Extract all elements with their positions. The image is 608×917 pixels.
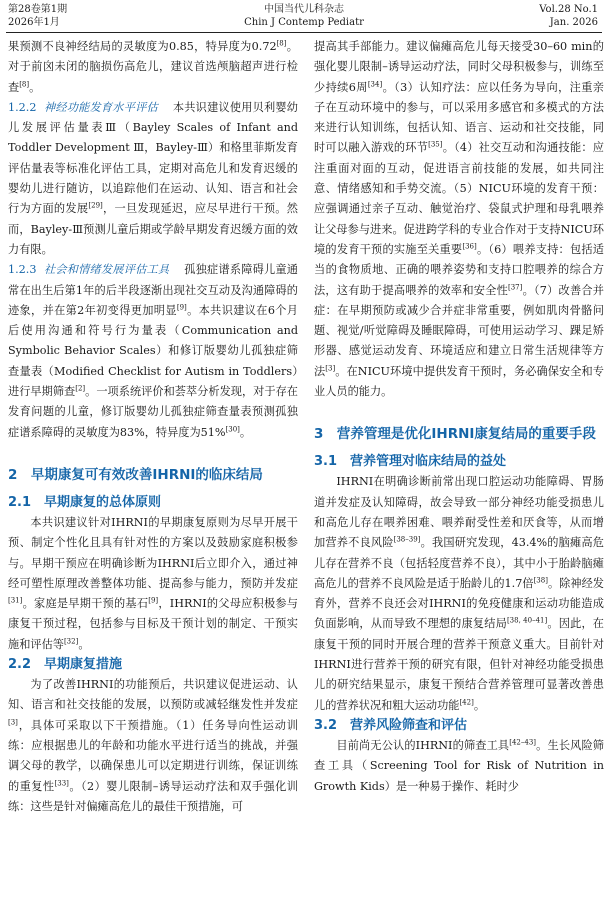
citation: [38, 40–41]	[506, 616, 548, 625]
citation: [37]	[507, 282, 523, 291]
paragraph-continuation-right: 提高其手部能力。建议偏瘫高危儿每天接受30–60 min的强化婴儿限制–诱导运动疗法，同时父母积极参与，训练至少持续6周[34]。（3）认知疗法：应以任务为导向，注重亲子在互动环境中的参与，可以采用多感官和多模式的方法来进行认知训练，包括认知、语言、运动和社交技能，同时可以融入游戏的环节[35]。（4）社交互动和沟通技能：应注重面对面的互动，促进语言前技能的发展，如共同注意、情绪感知和手势交流。（5）NICU环境的发育干预：应强调通过亲子互动、触觉治疗、袋鼠式护理和母乳喂养让父母参与进来。促进跨学科的专业合作对于支持NICU环境的发育干预的实施至关重要[36]。（6）喂养支持：包括适当的食物质地、正确的喂养姿势和支持口腔喂养的综合方法，这有助于提高喂养的效率和安全性[37]。（7）改善合并症：在早期预防或减少合并症非常重要，例如肌肉骨骼问题、视觉/听觉障碍及睡眠障碍，可使用运动学习、踝足矫形器、感觉运动发育、环境适应和建立日常生活规律等方法[3]。在NICU环境中提供发育干预时，务必确保安全和专业人员的能力。	[314, 40, 604, 399]
citation: [9]	[148, 596, 159, 605]
section-3-2-heading: 3.2 营养风险筛查和评估	[314, 717, 468, 733]
citation: [2]	[75, 384, 86, 393]
citation: [36]	[462, 242, 477, 251]
journal-title-cn: 中国当代儿科杂志	[264, 4, 344, 15]
spacer	[314, 402, 604, 424]
citation: [33]	[54, 778, 69, 787]
section-3-1-heading: 3.1 营养管理对临床结局的益处	[314, 454, 507, 470]
citation: [42]	[459, 697, 474, 706]
paragraph-2-1: 本共识建议针对IHRNI的早期康复原则为尽早开展干预、制定个性化且具有针对性的方案以及鼓励家庭积极参与。早期干预应在明确诊断为IHRNI后立即介入，通过神经可塑性原理改善整体功能、提高参与能力，预防并发症[31]。家庭是早期干预的基石[9]，IHRNI的父母应积极参与康复干预过程，包括参与目标及干预计划的制定、干预实施和评估等[32]。	[8, 515, 298, 651]
heading-1-2-2-number: 1.2.2	[8, 100, 37, 114]
header-volume-cn: 第28卷第1期	[8, 4, 68, 15]
paragraph-3-2: 目前尚无公认的IHRNI的筛查工具[42–43]。生长风险筛查工具（Screening Tool for Risk of Nutrition in Growth Kids）是一种易于操作、耗时少	[314, 738, 604, 793]
citation: [29]	[88, 201, 103, 210]
heading-1-2-3-number: 1.2.3	[8, 263, 37, 277]
page-header	[0, 0, 608, 30]
citation: [8]	[276, 39, 287, 48]
citation: [38]	[533, 576, 548, 585]
citation: [38–39]	[393, 535, 421, 544]
paragraph-3-1: IHRNI在明确诊断前常出现口腔运动功能障碍、胃肠道并发症及认知障碍，故会导致一部分神经功能受损患儿和高危儿存在喂养困难、喂养耐受性差和厌食等，从而增加营养不良风险[38–39]。我国研究发现，43.4%的脑瘫高危儿存在营养不良（包括轻度营养不良），其中小于胎龄脑瘫高危儿的营养不良风险是适于胎龄儿的1.7倍[38]。除神经发育外，营养不良还会对IHRNI的免疫健康和运动功能造成负面影响，从而导致不理想的康复结局[38, 40–41]。因此，在康复干预的同时开展合理的营养干预意义重大。目前针对IHRNI进行营养干预的研究有限，但针对神经功能受损患儿的研究结果显示，康复干预结合营养管理可显著改善患儿的营养状况和粗大运动功能[42]。	[314, 475, 604, 712]
citation: [42–43]	[509, 738, 537, 747]
header-volume-en: Vol.28 No.1	[539, 4, 598, 15]
spacer	[8, 485, 298, 493]
paragraph-continuation: 果预测不良神经结局的灵敏度为0.85，特异度为0.72[8]。对于前囟未闭的脑损伤高危儿，建议首选颅脑超声进行检查[8]。	[8, 39, 298, 94]
section-2-2-heading: 2.2 早期康复措施	[8, 657, 123, 673]
paragraph-1-2-3: 1.2.3 社会和情绪发展评估工具 孤独症谱系障碍儿童通常在出生后第1年的后半段逐渐出现社交互动及沟通障碍的迹象，并在第2年初变得更加明显[9]。本共识建议在6个月后使用沟通和符号行为量表（Communication and Symbolic Behavior Scales）和修订版婴幼儿孤独症筛查量表（Modified Checklist for Autism in Toddlers）进行早期筛查[2]。一项系统评价和荟萃分析发现，对于存在发育问题的儿童，修订版婴幼儿孤独症筛查量表预测孤独症谱系障碍的灵敏度为83%，特异度为51%[30]。	[8, 263, 298, 439]
citation: [3]	[8, 717, 18, 726]
citation: [32]	[63, 636, 79, 645]
citation: [35]	[428, 140, 443, 149]
heading-1-2-3-title: 社会和情绪发展评估工具	[43, 263, 170, 277]
citation: [9]	[176, 303, 187, 312]
paragraph-1-2-2: 1.2.2 神经功能发育水平评估 本共识建议使用贝利婴幼儿发展评估量表Ⅲ（Bayley Scales of Infant and Toddler Development Ⅲ，Bayley-Ⅲ）和格里菲斯发育评估量表等标准化评估工具，定期对高危儿和发育迟缓的婴幼儿进行随访，以追踪他们在运动、认知、语言和社会行为方面的发展[29]，一旦发现延迟，应尽早进行干预。然而，Bayley-Ⅲ预测儿童后期或学龄早期发育迟缓方面的效力有限。	[8, 100, 298, 256]
citation: [31]	[8, 596, 23, 605]
section-3-heading: 3 营养管理是优化IHRNI康复结局的重要手段	[314, 426, 596, 443]
spacer	[8, 443, 298, 465]
spacer	[314, 444, 604, 452]
header-date-en: Jan. 2026	[549, 17, 598, 28]
citation: [3]	[325, 364, 336, 373]
journal-title-en: Chin J Contemp Pediatr	[244, 17, 364, 28]
header-center	[0, 3, 608, 29]
section-2-1-heading: 2.1 早期康复的总体原则	[8, 494, 162, 510]
section-2-heading: 2 早期康复可有效改善IHRNI的临床结局	[8, 466, 263, 483]
header-right	[539, 3, 598, 29]
citation: [8]	[19, 79, 30, 88]
paragraph-2-2: 为了改善IHRNI的功能预后，共识建议促进运动、认知、语言和社交技能的发展，以预防或减轻继发性并发症[3]，具体可采取以下干预措施。（1）任务导向性运动训练：应根据患儿的年龄和功能水平进行适当的挑战，并强调父母的教学，以确保患儿可以定期进行训练，保证训练的重复性[33]。（2）婴儿限制–诱导运动疗法和双手强化训练：这些是针对偏瘫高危儿的最佳干预措施，可	[8, 678, 298, 813]
left-column	[8, 37, 298, 817]
header-rule	[6, 32, 602, 33]
heading-1-2-2-title: 神经功能发育水平评估	[43, 100, 158, 114]
header-date-cn: 2026年1月	[8, 17, 60, 28]
citation: [30]	[225, 424, 240, 433]
citation: [34]	[367, 79, 383, 88]
right-column	[314, 37, 604, 797]
